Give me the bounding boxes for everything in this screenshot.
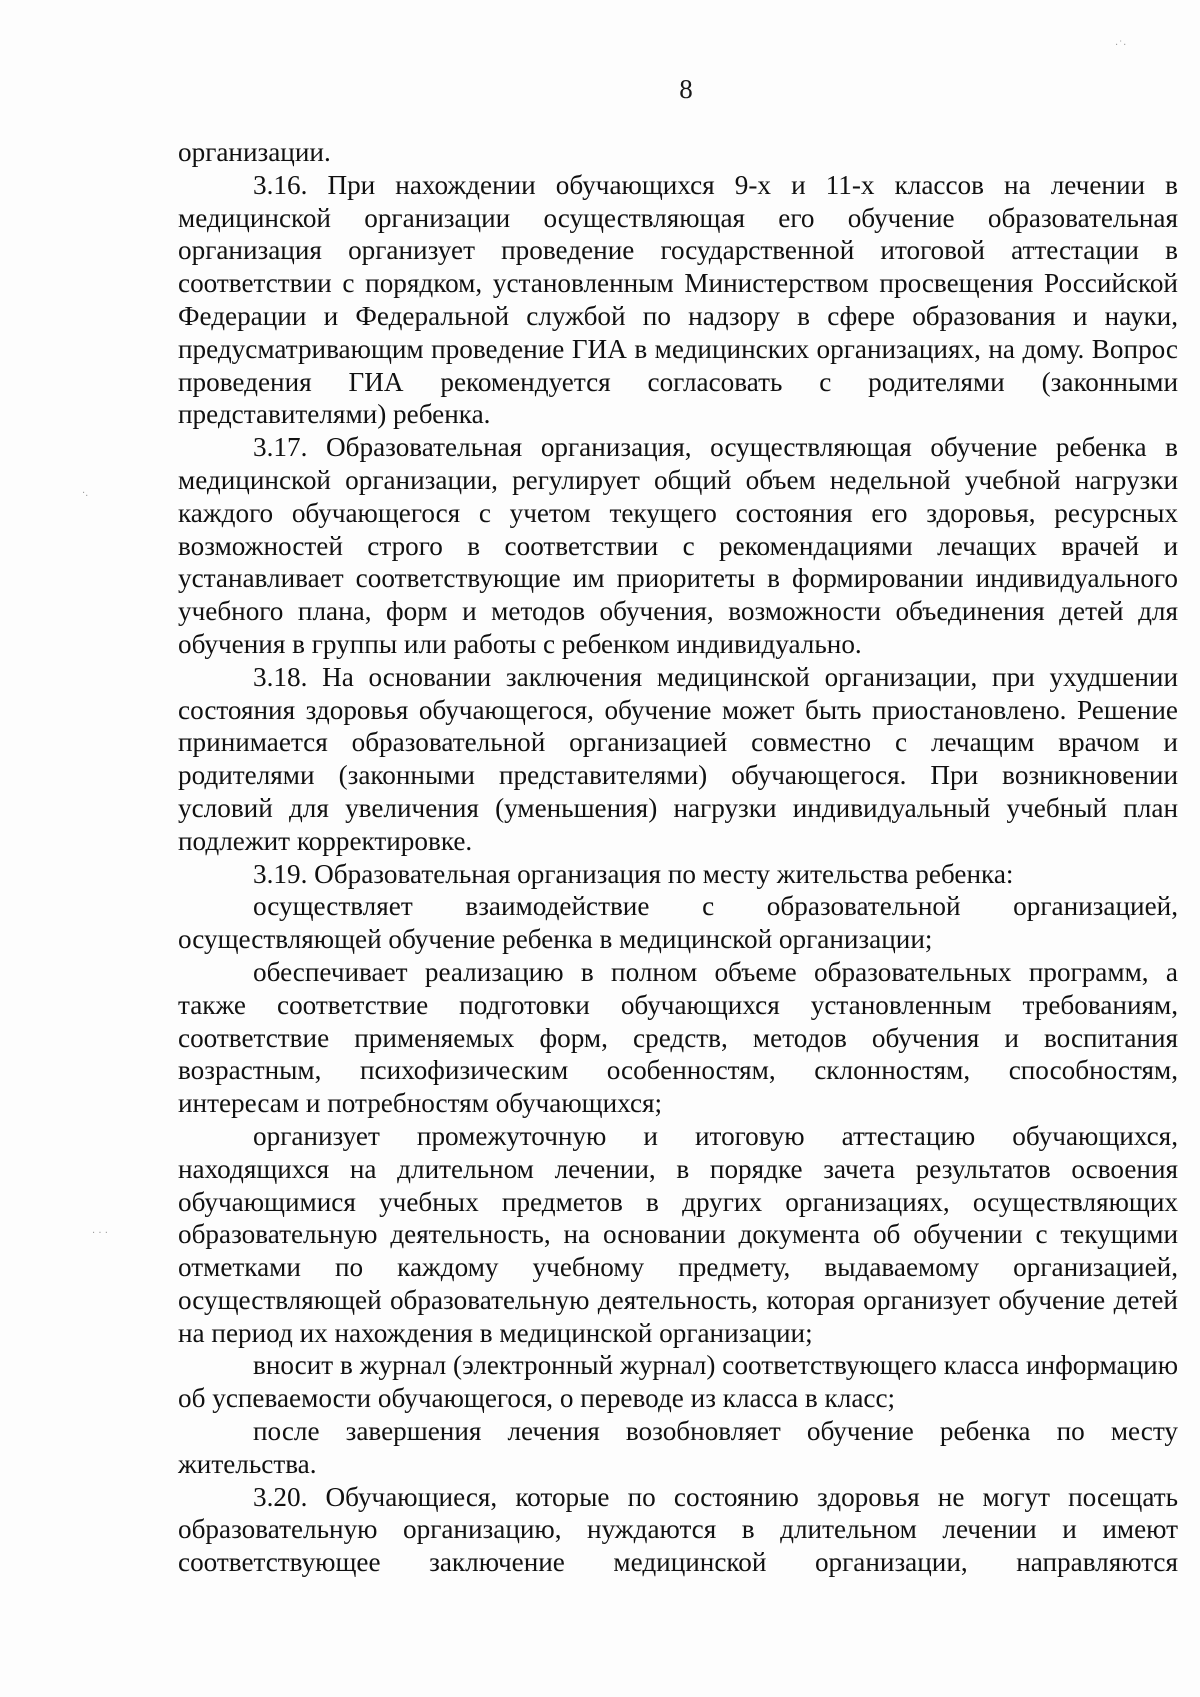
scan-speck: · · · xyxy=(92,1228,108,1239)
paragraph-3-18: 3.18. На основании заключения медицинской организации, при ухудшении состояния здоровья обучающегося, обучение может быть приостановлено. Решение принимается образовательной организацией совместно с лечащим врачом и родителями (законными представителями) обучающегося. При возникновении условий для увеличения (уменьшения) нагрузки индивидуальный учебный план подлежит корректировке. xyxy=(178,661,1178,856)
scan-speck: ·. xyxy=(82,488,89,499)
paragraph-3-19-item-3: организует промежуточную и итоговую аттестацию обучающихся, находящихся на длительном лечении, в порядке зачета результатов освоения обучающимися учебных предметов в других организациях, осуществляющих образовательную деятельность, на основании документа об обучении с текущими отметками по каждому учебному предмету, выдаваемому организацией, осуществляющей образовательную деятельность, которая организует обучение детей на период их нахождения в медицинской организации; xyxy=(178,1120,1178,1348)
document-body xyxy=(178,136,1178,1579)
paragraph-continuation: организации. xyxy=(178,137,331,167)
page-number: 8 xyxy=(679,74,693,104)
paragraph-3-17: 3.17. Образовательная организация, осуществляющая обучение ребенка в медицинской организации, регулирует общий объем недельной учебной нагрузки каждого обучающегося с учетом текущего состояния его здоровья, ресурсных возможностей строго в соответствии с рекомендациями лечащих врачей и устанавливает соответствующие им приоритеты в формировании индивидуального учебного плана, форм и методов обучения, возможности объединения детей для обучения в группы или работы с ребенком индивидуально. xyxy=(178,432,1178,659)
paragraph-3-19-item-5: после завершения лечения возобновляет обучение ребенка по месту жительства. xyxy=(178,1416,1178,1479)
paragraph-3-19-item-4: вносит в журнал (электронный журнал) соответствующего класса информацию об успеваемости обучающегося, о переводе из класса в класс; xyxy=(178,1350,1178,1414)
paragraph-3-19-item-2: обеспечивает реализацию в полном объеме образовательных программ, а также соответствие подготовки обучающихся установленным требованиям, соответствие применяемых форм, средств, методов обучения и воспитания возрастным, психофизическим особенностям, склонностям, способностям, интересам и потребностям обучающихся; xyxy=(178,956,1178,1119)
scan-speck: ·˙· xyxy=(1115,40,1127,51)
paragraph-3-19-item-1: осуществляет взаимодействие с образовательной организацией, осуществляющей обучение ребенка в медицинской организации; xyxy=(178,891,1178,955)
paragraph-3-19: 3.19. Образовательная организация по месту жительства ребенка: xyxy=(253,858,1014,889)
paragraph-3-20: 3.20. Обучающиеся, которые по состоянию здоровья не могут посещать образовательную организацию, нуждаются в длительном лечении и имеют соответствующее заключение медицинской организации, направляются xyxy=(178,1481,1178,1578)
paragraph-3-16: 3.16. При нахождении обучающихся 9-х и 11-х классов на лечении в медицинской организации осуществляющая его обучение образовательная организация организует проведение государственной итоговой аттестации в соответствии с порядком, установленным Министерством просвещения Российской Федерации и Федеральной службой по надзору в сфере образования и науки, предусматривающим проведение ГИА в медицинских организациях, на дому. Вопрос проведения ГИА рекомендуется согласовать с родителями (законными представителями) ребенка. xyxy=(178,169,1178,430)
